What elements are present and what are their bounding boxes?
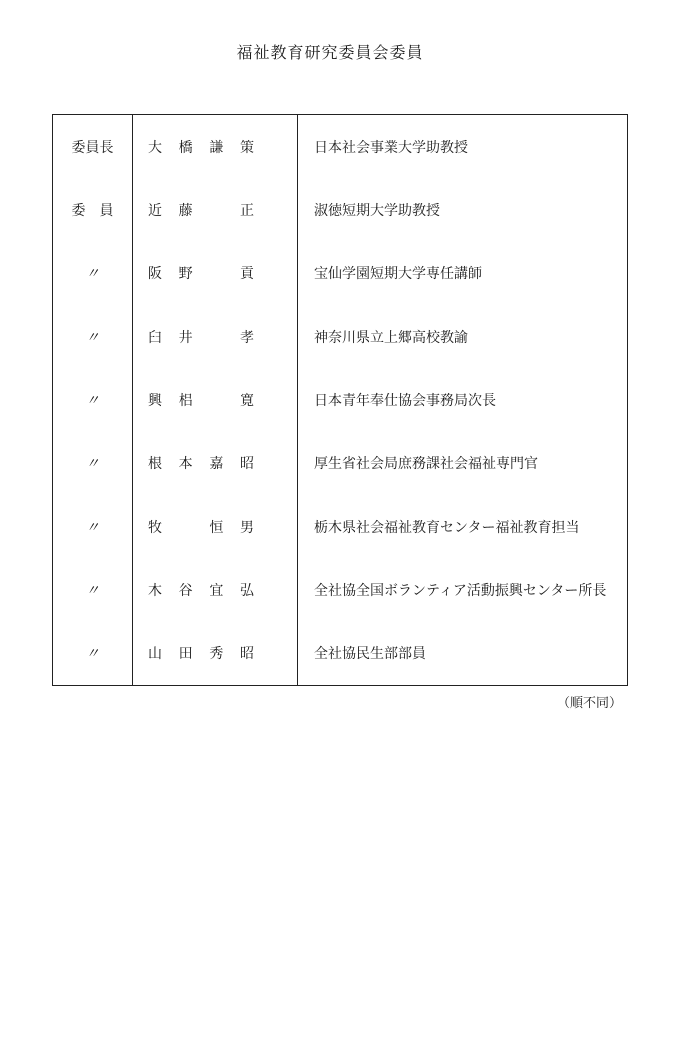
- member-role: 委員長: [53, 115, 133, 179]
- member-affiliation: 日本青年奉仕協会事務局次長: [314, 392, 496, 409]
- member-name: [133, 368, 298, 431]
- table-row: [53, 242, 628, 305]
- name-char: 根: [148, 456, 162, 473]
- name-char: 井: [178, 329, 193, 346]
- table-row: [53, 305, 628, 368]
- name-char: 谷: [178, 582, 193, 599]
- name-char: 正: [239, 202, 254, 219]
- name-char: 恒: [209, 519, 224, 536]
- member-affiliation: 宝仙学園短期大学専任講師: [314, 266, 482, 283]
- table-row: [53, 622, 628, 686]
- name-char: 孝: [239, 329, 254, 346]
- member-role: 〃: [53, 242, 133, 305]
- name-char: 臼: [148, 329, 162, 346]
- name-char: 橋: [178, 139, 193, 156]
- name-char: 牧: [148, 519, 162, 536]
- member-role: 〃: [53, 622, 133, 686]
- committee-roster-table: [52, 114, 628, 686]
- table-row: [53, 368, 628, 431]
- page-title: 福祉教育研究委員会委員: [236, 43, 424, 62]
- member-affiliation: 日本社会事業大学助教授: [314, 139, 468, 156]
- name-char: 昭: [239, 646, 254, 663]
- name-char: [208, 263, 224, 283]
- table-row: [53, 115, 628, 179]
- name-char: 寛: [239, 392, 254, 409]
- name-char: 弘: [239, 582, 254, 599]
- name-char: 策: [239, 139, 254, 156]
- name-char: 興: [148, 392, 162, 409]
- member-name: [133, 305, 298, 368]
- member-affiliation: 栃木県社会福祉教育センター福祉教育担当: [314, 519, 580, 536]
- name-char: 梠: [178, 392, 193, 409]
- name-char: 木: [148, 582, 162, 599]
- member-role: 〃: [53, 558, 133, 621]
- name-char: [208, 390, 224, 410]
- name-char: 貢: [239, 266, 254, 283]
- member-name: [133, 242, 298, 305]
- member-name: [133, 622, 298, 686]
- member-affiliation: 全社協民生部部員: [314, 646, 426, 663]
- name-char: [178, 517, 194, 537]
- name-char: 藤: [178, 202, 193, 219]
- member-affiliation: 全社協全国ボランティア活動振興センター所長: [314, 582, 607, 599]
- name-char: 近: [148, 202, 162, 219]
- member-name: [133, 115, 298, 179]
- table-row: [53, 495, 628, 558]
- member-name: [133, 178, 298, 241]
- member-role: 〃: [53, 305, 133, 368]
- name-char: 本: [178, 456, 193, 473]
- member-affiliation: 厚生省社会局庶務課社会福祉専門官: [314, 456, 538, 473]
- name-char: 田: [178, 646, 193, 663]
- name-char: 山: [148, 646, 162, 663]
- order-note: （順不同）: [556, 696, 622, 711]
- name-char: 大: [148, 139, 162, 156]
- name-char: [208, 327, 224, 347]
- member-affiliation: 淑徳短期大学助教授: [314, 202, 440, 219]
- member-role: 〃: [53, 368, 133, 431]
- member-name: [133, 432, 298, 495]
- name-char: 男: [239, 519, 254, 536]
- table-row: [53, 178, 628, 241]
- table-row: [53, 432, 628, 495]
- name-char: 謙: [209, 139, 224, 156]
- member-affiliation: 神奈川県立上郷高校教諭: [314, 329, 468, 346]
- member-role: 〃: [53, 495, 133, 558]
- member-role: 委 員: [53, 178, 133, 241]
- name-char: 宜: [209, 582, 224, 599]
- table-row: [53, 558, 628, 621]
- member-name: [133, 558, 298, 621]
- name-char: 野: [178, 266, 193, 283]
- member-name: [133, 495, 298, 558]
- name-char: 阪: [148, 266, 162, 283]
- name-char: 嘉: [209, 456, 224, 473]
- member-role: 〃: [53, 432, 133, 495]
- name-char: 昭: [239, 456, 254, 473]
- name-char: 秀: [209, 646, 224, 663]
- name-char: [208, 200, 224, 220]
